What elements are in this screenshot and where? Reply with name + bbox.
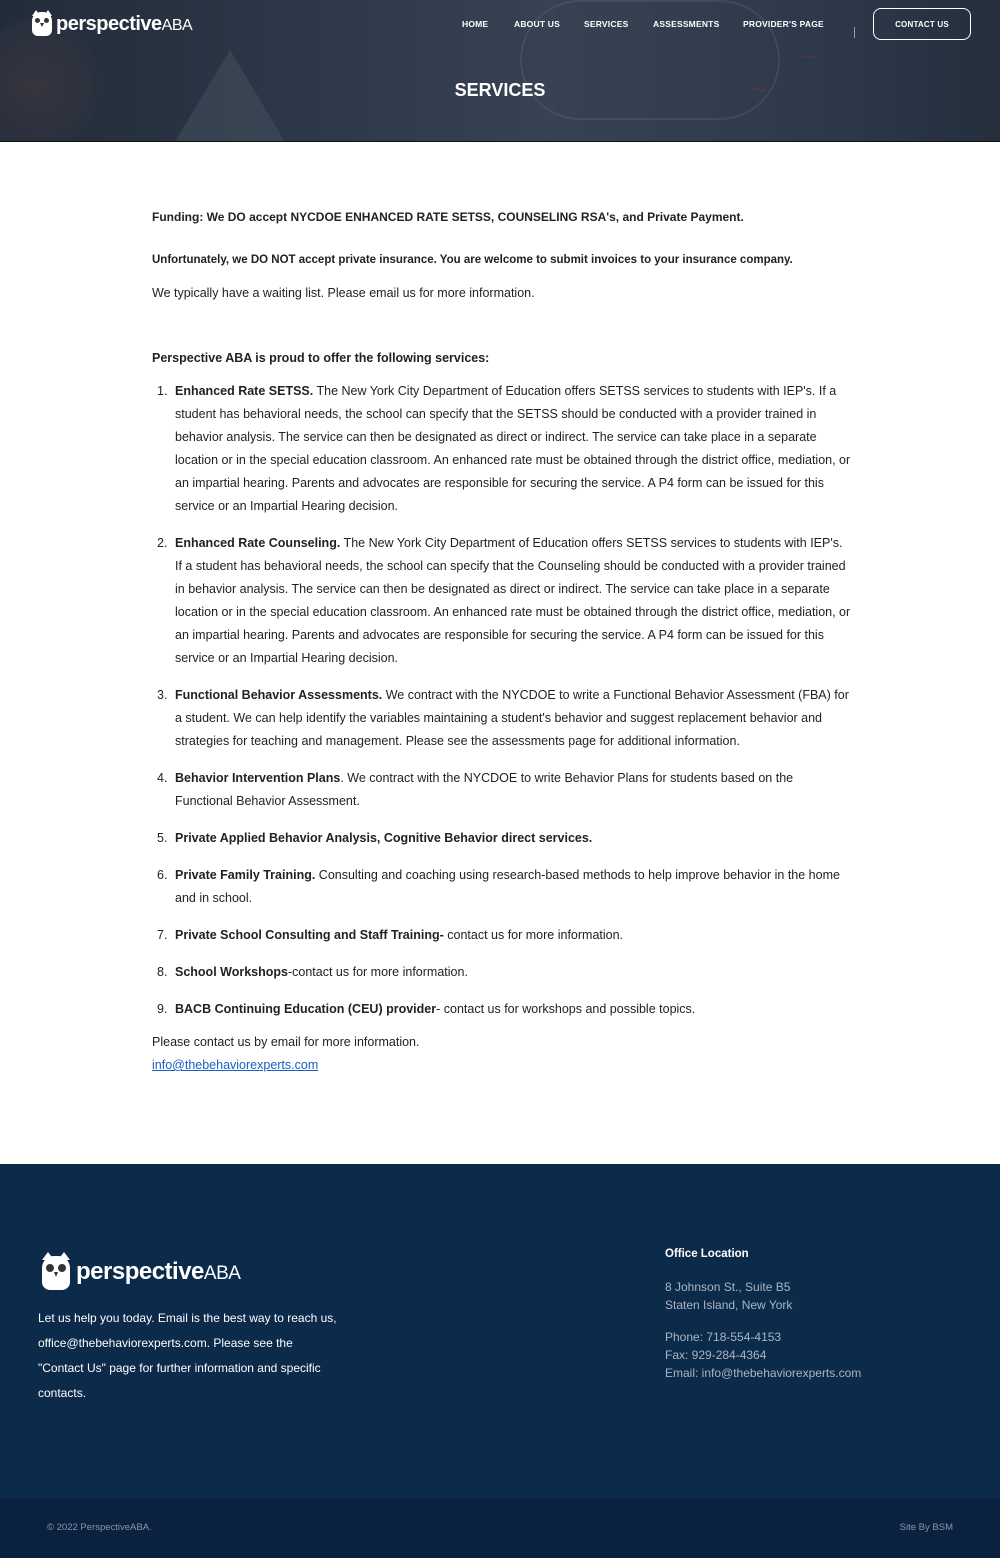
office-contact: [665, 1328, 861, 1382]
site-logo[interactable]: [32, 10, 192, 38]
email-link[interactable]: info@thebehaviorexperts.com: [152, 1058, 319, 1072]
contact-us-button[interactable]: CONTACT US: [873, 8, 971, 40]
footer-logo[interactable]: [42, 1252, 240, 1292]
list-item: 1. Enhanced Rate SETSS. The New York City Department of Education offers SETSS services to students with IEP's. If a student has behavioral needs, the school can specify that the SETSS should be conducted with a provider trained in behavior analysis. The service can then be designated as direct or indirect. The service can take place in a separate location or in the special education classroom. An enhanced rate must be obtained through the district office, mediation, or an impartial hearing. Parents and advocates are responsible for securing the service. A P4 form can be issued for this service or an Impartial Hearing decision.: [157, 384, 851, 513]
office-address: [665, 1278, 792, 1314]
hero-banner: [0, 0, 1000, 142]
services-list: [152, 380, 852, 1021]
insurance-statement: Unfortunately, we DO NOT accept private insurance. You are welcome to submit invoices to your insurance company.: [152, 254, 793, 266]
logo-text: perspectiveABA: [56, 12, 193, 35]
nav-services[interactable]: SERVICES: [584, 19, 629, 29]
nav-about-us[interactable]: ABOUT US: [514, 19, 560, 29]
hero-decor-scribble: ~: [800, 44, 817, 68]
footer-email[interactable]: Email: info@thebehaviorexperts.com: [665, 1366, 862, 1380]
nav-providers-page[interactable]: PROVIDER'S PAGE: [743, 19, 824, 29]
footer-logo-text: perspectiveABA: [76, 1258, 241, 1285]
list-item: 7. Private School Consulting and Staff Training- contact us for more information.: [157, 928, 624, 942]
owl-logo-icon: [42, 1252, 70, 1292]
hero-decor-scribble: ~: [750, 78, 769, 103]
site-footer: [0, 1164, 1000, 1498]
list-item: 8. School Workshops-contact us for more information.: [157, 965, 468, 979]
nav-divider: [854, 27, 855, 38]
list-item: 5. Private Applied Behavior Analysis, Cognitive Behavior direct services.: [157, 831, 593, 845]
services-intro: Perspective ABA is proud to offer the following services:: [152, 351, 490, 365]
site-by-link[interactable]: Site By BSM: [899, 1522, 953, 1533]
list-item: 4. Behavior Intervention Plans. We contract with the NYCDOE to write Behavior Plans for students based on the Functional Behavior Assessment.: [157, 771, 794, 808]
page-title: SERVICES: [454, 80, 546, 100]
list-item: 2. Enhanced Rate Counseling. The New York City Department of Education offers SETSS services to students with IEP's. If a student has behavioral needs, the school can specify that the Counseling should be conducted with a provider trained in behavior analysis. The service can then be designated as direct or indirect. The service can take place in a separate location or in the special education classroom. An enhanced rate must be obtained through the district office, mediation, or an impartial hearing. Parents and advocates are responsible for securing the service. A P4 form can be issued for this service or an Impartial Hearing decision.: [157, 536, 851, 665]
waiting-list-note: We typically have a waiting list. Please email us for more information.: [152, 286, 535, 300]
funding-statement: Funding: We DO accept NYCDOE ENHANCED RATE SETSS, COUNSELING RSA's, and Private Payment.: [152, 210, 744, 224]
list-item: 9. BACB Continuing Education (CEU) provider- contact us for workshops and possible topics.: [157, 1002, 696, 1016]
owl-logo-icon: [32, 10, 52, 38]
services-content: [152, 206, 852, 1077]
bottom-bar: [0, 1498, 1000, 1558]
closing-note: Please contact us by email for more information.: [152, 1035, 420, 1049]
phone-number[interactable]: Phone: 718-554-4153: [665, 1330, 782, 1344]
address-line: 8 Johnson St., Suite B5: [665, 1280, 791, 1294]
office-location-title: Office Location: [665, 1248, 749, 1260]
copyright: © 2022 PerspectiveABA.: [47, 1522, 152, 1533]
nav-assessments[interactable]: ASSESSMENTS: [653, 19, 720, 29]
list-item: 6. Private Family Training. Consulting and coaching using research-based methods to help improve behavior in the home and in school.: [157, 868, 840, 905]
nav-home[interactable]: HOME: [462, 19, 489, 29]
fax-number: Fax: 929-284-4364: [665, 1348, 767, 1362]
list-item: 3. Functional Behavior Assessments. We contract with the NYCDOE to write a Functional Behavior Assessment (FBA) for a student. We can help identify the variables maintaining a student's behavior and suggest replacement behavior and strategies for teaching and management. Please see the assessments page for additional information.: [157, 688, 849, 748]
footer-blurb: Let us help you today. Email is the best way to reach us, office@thebehaviorexperts.com. Please see the "Contact Us" page for further information and specific contacts.: [38, 1311, 337, 1400]
address-line: Staten Island, New York: [665, 1298, 793, 1312]
